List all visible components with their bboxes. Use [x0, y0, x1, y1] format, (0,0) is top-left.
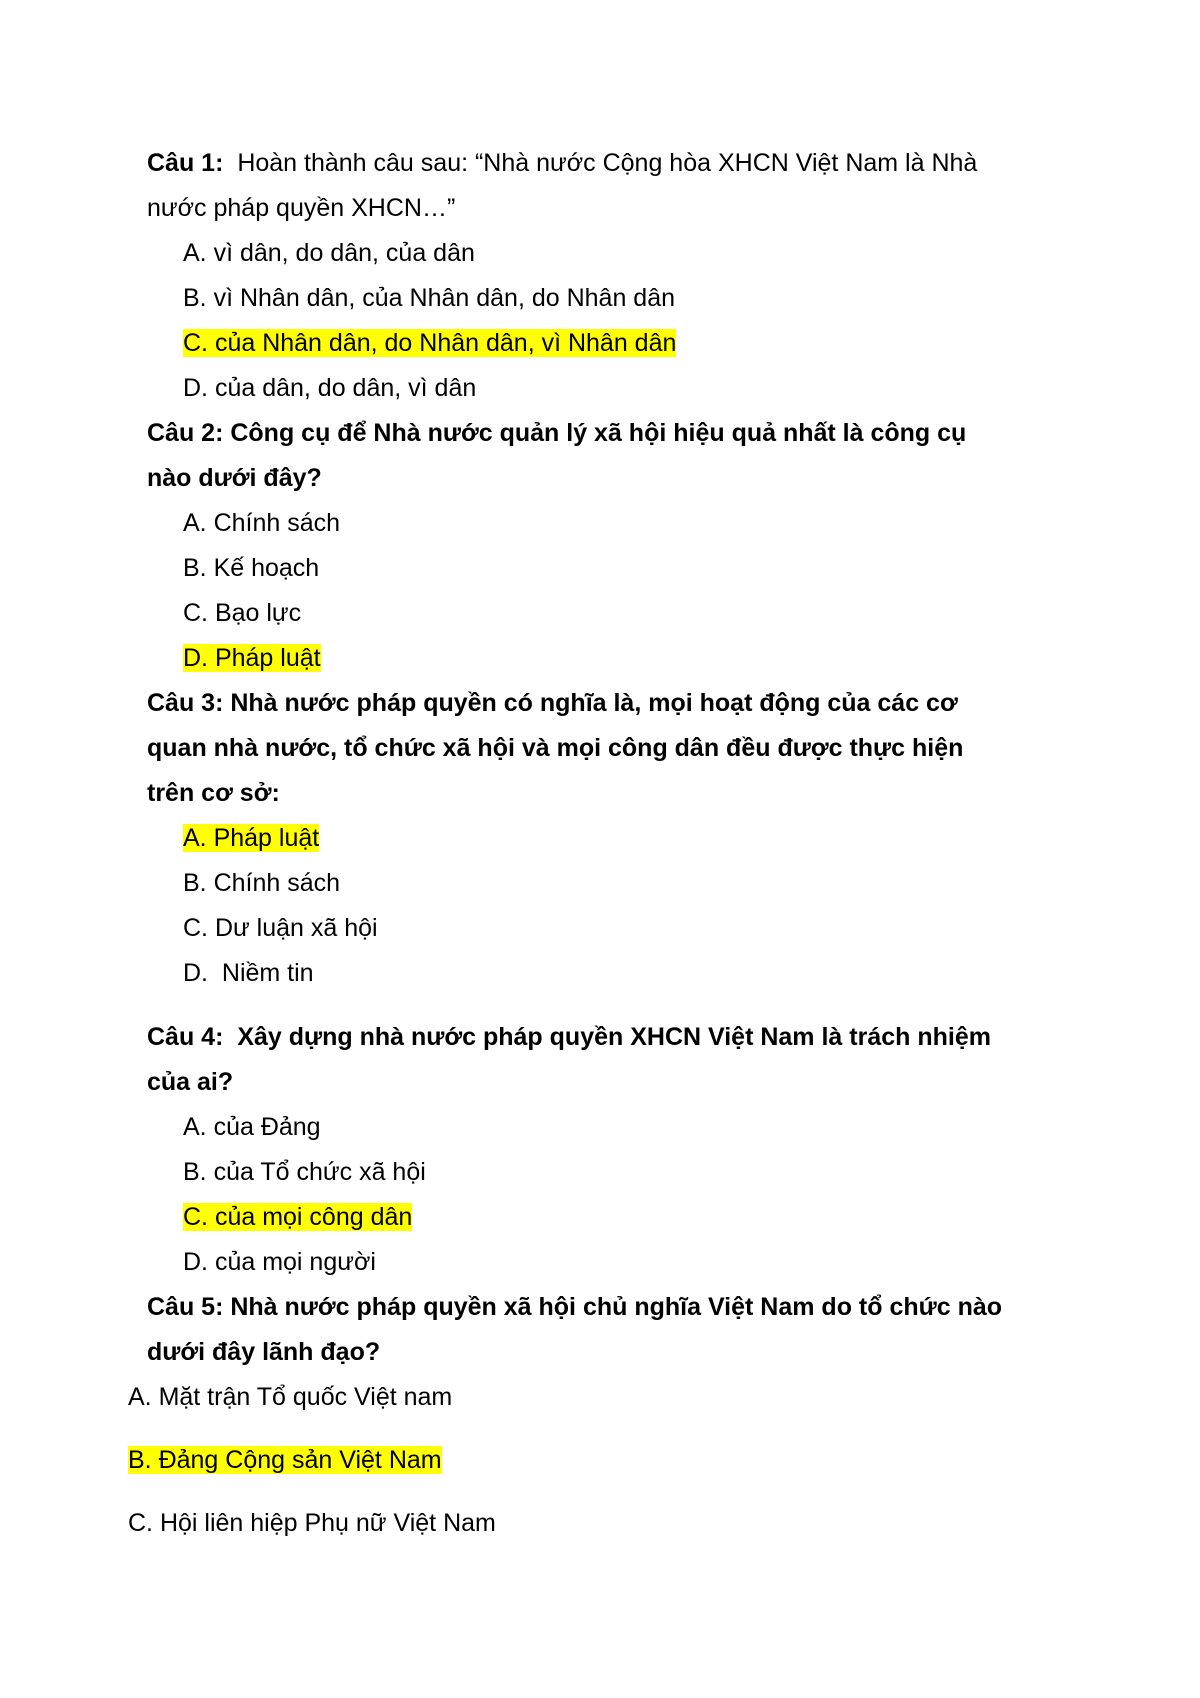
question-3-line-1: [147, 688, 958, 718]
question-3-option-d: D. Niềm tin: [183, 959, 314, 987]
question-2-option-d: [183, 643, 321, 673]
question-4-option-a: A. của Đảng: [183, 1113, 321, 1141]
question-4-text-cont: của ai?: [147, 1068, 234, 1096]
question-5-text-cont: dưới đây lãnh đạo?: [147, 1338, 381, 1366]
question-4-text: Xây dựng nhà nước pháp quyền XHCN Việt Nam là trách nhiệm: [237, 1023, 991, 1051]
question-3-label: Câu 3:: [147, 689, 224, 717]
question-1-label: Câu 1:: [147, 149, 224, 177]
question-1-line-1: [147, 148, 977, 178]
question-3-option-b: B. Chính sách: [183, 869, 341, 897]
question-5-line-1: [147, 1292, 1002, 1322]
question-4-option-c: [183, 1202, 412, 1232]
question-2-option-c: C. Bạo lực: [183, 599, 302, 627]
question-1-option-d: D. của dân, do dân, vì dân: [183, 374, 477, 402]
question-1-text: Hoàn thành câu sau: “Nhà nước Cộng hòa XHCN Việt Nam là Nhà: [237, 149, 978, 177]
question-2-text: Công cụ để Nhà nước quản lý xã hội hiệu quả nhất là công cụ: [230, 419, 967, 447]
question-1-text-cont: nước pháp quyền XHCN…”: [147, 194, 456, 222]
question-2-line-1: [147, 418, 966, 448]
question-5-option-c: C. Hội liên hiệp Phụ nữ Việt Nam: [128, 1509, 496, 1537]
question-5-text: Nhà nước pháp quyền xã hội chủ nghĩa Việt Nam do tổ chức nào: [230, 1293, 1003, 1321]
question-2-label: Câu 2:: [147, 419, 224, 447]
answer-highlight: B. Đảng Cộng sản Việt Nam: [128, 1446, 442, 1474]
question-3-text-cont: quan nhà nước, tổ chức xã hội và mọi công dân đều được thực hiện: [147, 734, 964, 762]
answer-highlight: A. Pháp luật: [183, 824, 320, 852]
question-4-line-1: [147, 1022, 991, 1052]
question-5-option-a: A. Mặt trận Tổ quốc Việt nam: [128, 1383, 453, 1411]
question-4-label: Câu 4:: [147, 1023, 224, 1051]
answer-highlight: D. Pháp luật: [183, 644, 321, 672]
question-2-option-b: B. Kế hoạch: [183, 554, 320, 582]
question-4-option-d: D. của mọi người: [183, 1248, 376, 1276]
question-3-text-cont-2: trên cơ sở:: [147, 779, 280, 807]
question-1-option-b: B. vì Nhân dân, của Nhân dân, do Nhân dân: [183, 284, 676, 312]
question-4-option-b: B. của Tổ chức xã hội: [183, 1158, 426, 1186]
question-3-text: Nhà nước pháp quyền có nghĩa là, mọi hoạt động của các cơ: [230, 689, 958, 717]
question-1-option-c: [183, 328, 676, 358]
question-3-option-a: [183, 823, 319, 853]
question-2-option-a: A. Chính sách: [183, 509, 341, 537]
question-2-text-cont: nào dưới đây?: [147, 464, 322, 492]
question-1-option-a: A. vì dân, do dân, của dân: [183, 239, 475, 267]
answer-highlight: C. của mọi công dân: [183, 1203, 413, 1231]
question-5-label: Câu 5:: [147, 1293, 224, 1321]
answer-highlight: C. của Nhân dân, do Nhân dân, vì Nhân dân: [183, 329, 677, 357]
question-3-option-c: C. Dư luận xã hội: [183, 914, 378, 942]
question-5-option-b: [128, 1445, 442, 1475]
